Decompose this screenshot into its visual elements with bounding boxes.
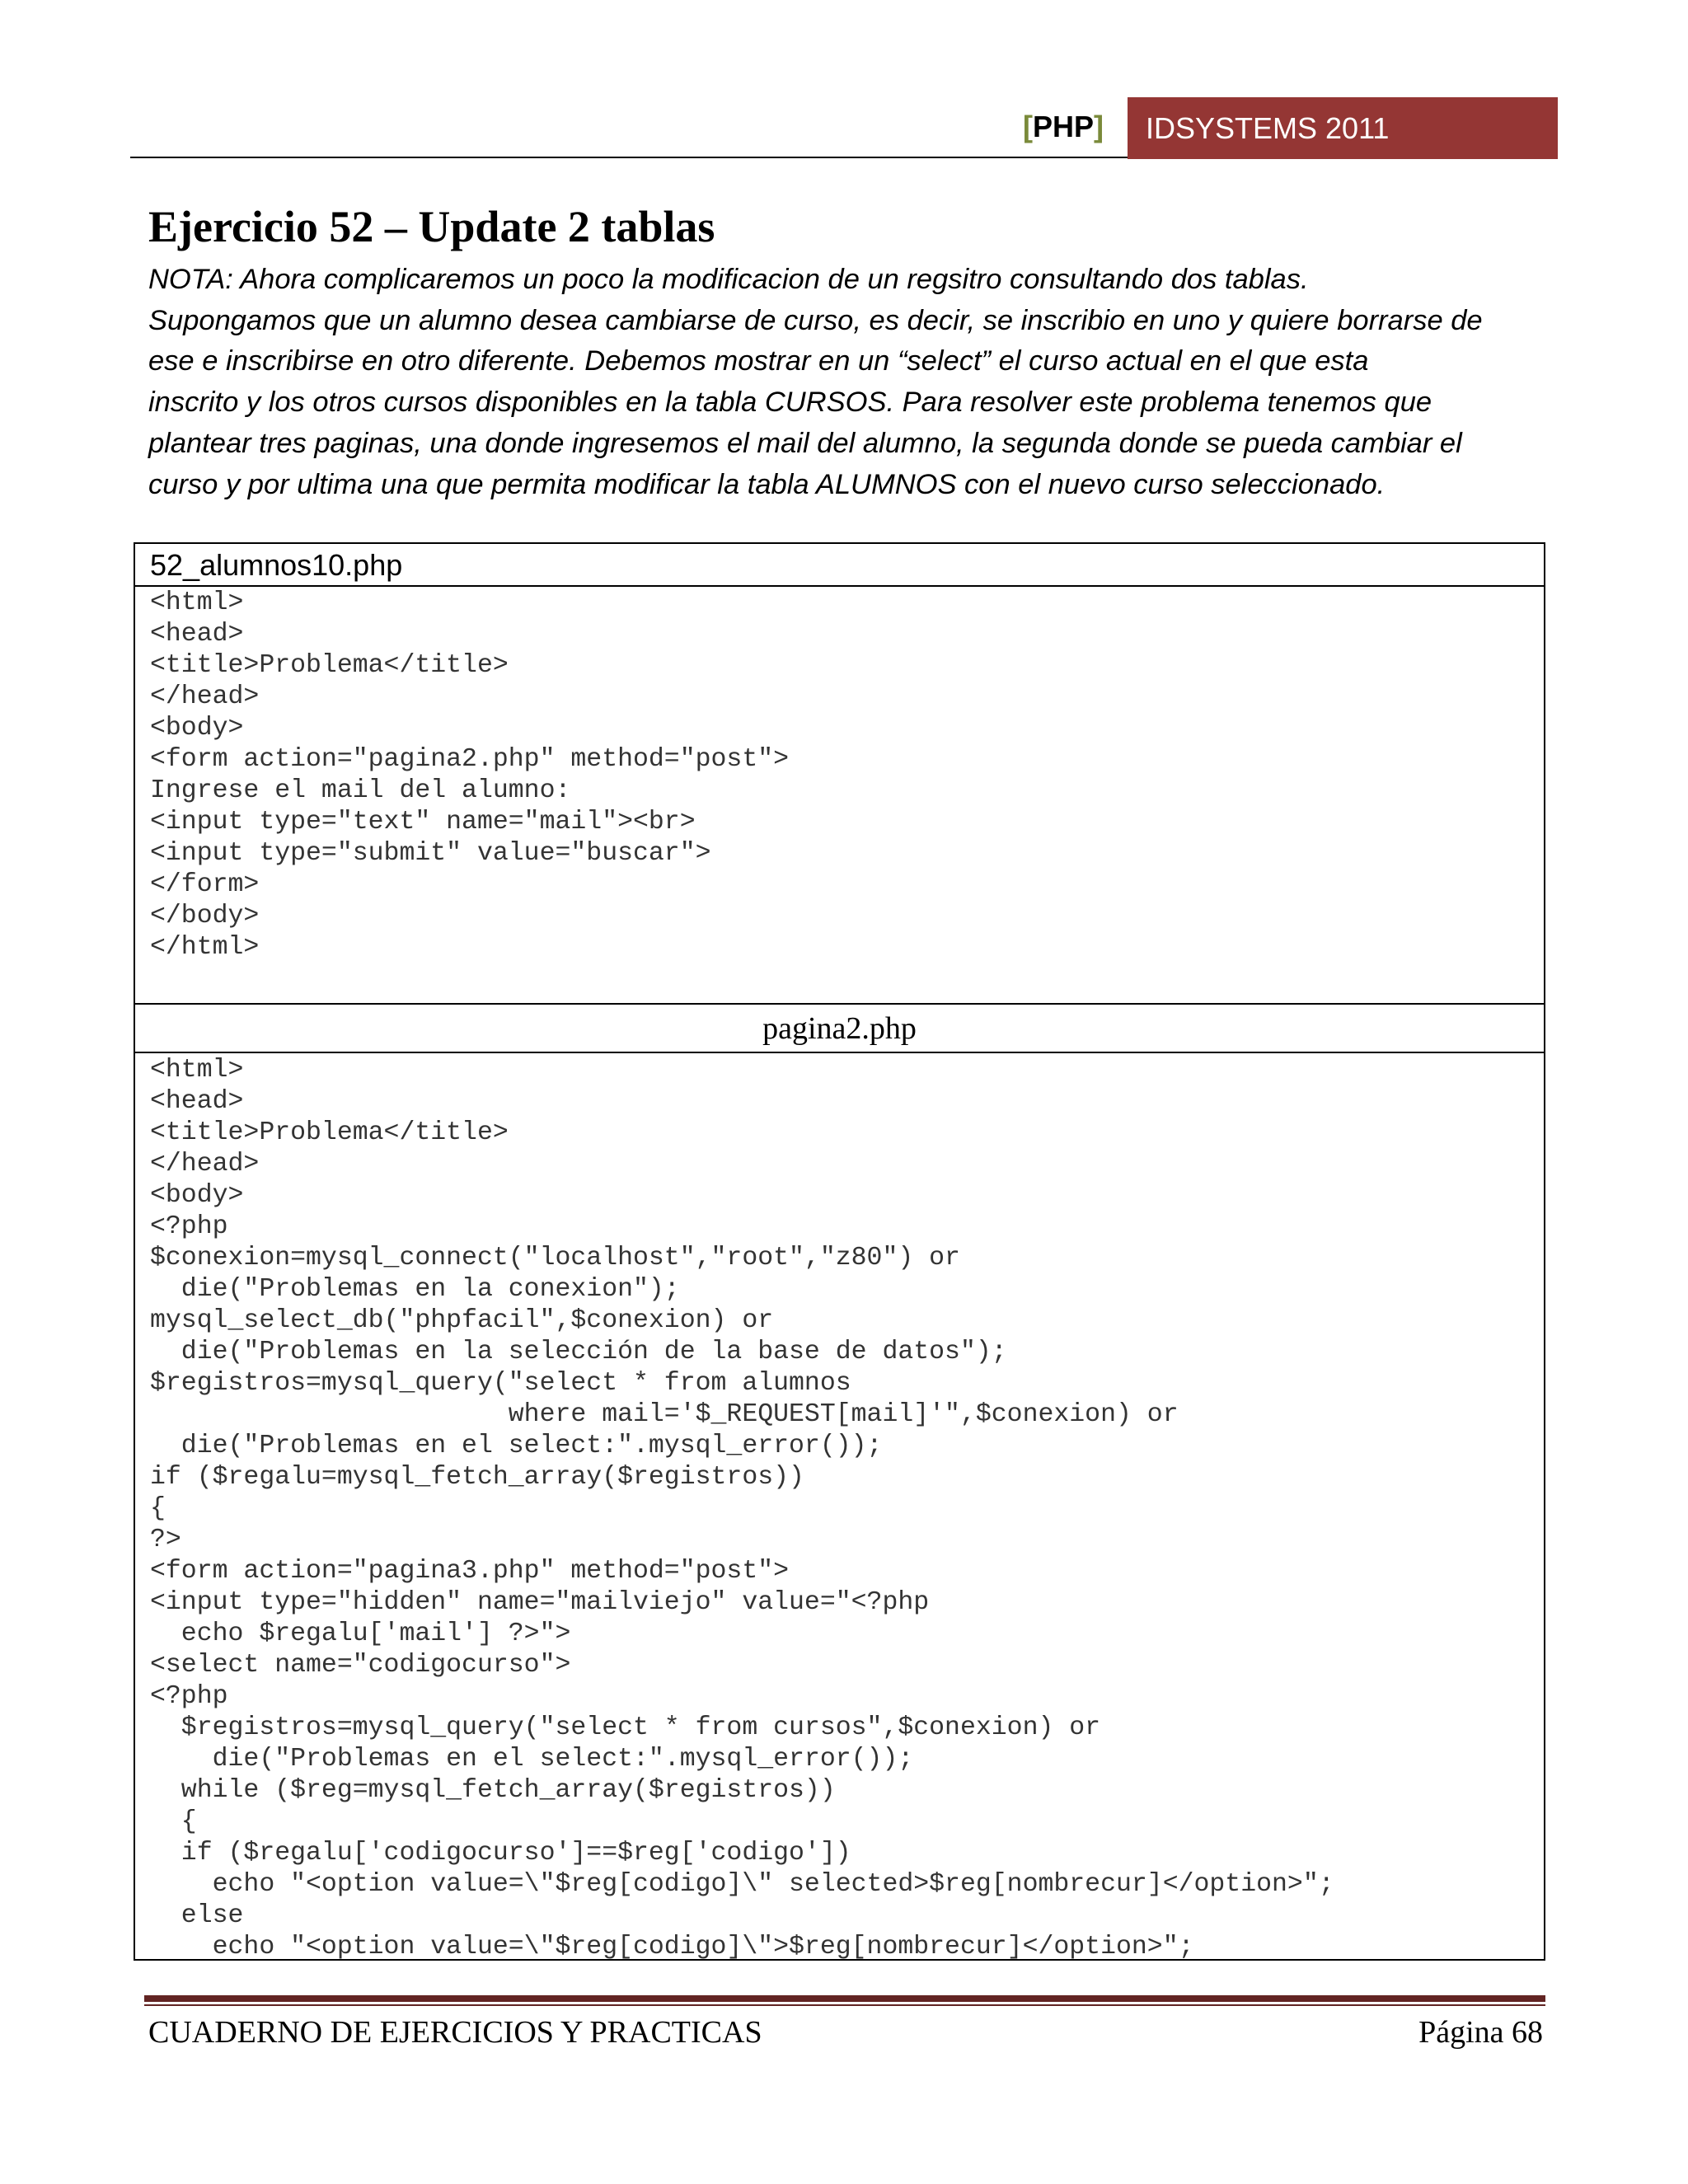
code-line: if ($regalu=mysql_fetch_array($registros)) xyxy=(150,1463,804,1492)
code-line: <html> xyxy=(150,588,244,617)
note-line: plantear tres paginas, una donde ingresemos el mail del alumno, la segunda donde se pueda cambiar el xyxy=(148,427,1462,459)
note-line: curso y por ultima una que permita modificar la tabla ALUMNOS con el nuevo curso seleccionado. xyxy=(148,468,1386,500)
code-line: <html> xyxy=(150,1056,244,1085)
header-title-box xyxy=(1128,97,1558,159)
header-tag xyxy=(907,97,1118,157)
code-line: die("Problemas en el select:".mysql_error()); xyxy=(150,1432,883,1460)
code-line: echo "<option value=\"$reg[codigo]\">$reg[nombrecur]</option>"; xyxy=(150,1933,1194,1961)
file-name-header: pagina2.php xyxy=(135,1003,1544,1053)
footer-rule-thin xyxy=(144,2004,1545,2006)
footer-page-number: Página 68 xyxy=(1418,2015,1543,2050)
code-line: die("Problemas en el select:".mysql_error()); xyxy=(150,1745,914,1774)
footer-rule-thick xyxy=(144,1995,1545,2002)
code-line: <head> xyxy=(150,1087,244,1116)
code-line: <head> xyxy=(150,620,244,649)
code-line: <?php xyxy=(150,1212,228,1241)
code-line: { xyxy=(150,1807,197,1836)
code-line: <input type="text" name="mail"><br> xyxy=(150,808,696,837)
note-line: Supongamos que un alumno desea cambiarse de curso, es decir, se inscribio en uno y quiere borrarse de xyxy=(148,304,1483,336)
code-line: echo "<option value=\"$reg[codigo]\" selected>$reg[nombrecur]</option>"; xyxy=(150,1870,1334,1899)
code-line: <input type="hidden" name="mailviejo" value="<?php xyxy=(150,1588,930,1617)
header-bracket-open: [ xyxy=(1022,110,1033,143)
header-bracket-close: ] xyxy=(1094,110,1104,143)
code-line: <body> xyxy=(150,1181,244,1210)
header-rule xyxy=(130,157,1128,158)
code-line: <select name="codigocurso"> xyxy=(150,1651,571,1680)
code-line: <form action="pagina3.php" method="post"> xyxy=(150,1557,790,1586)
code-line: where mail='$_REQUEST[mail]'",$conexion) or xyxy=(150,1400,1179,1429)
code-line: </html> xyxy=(150,933,260,962)
header-tag-text: PHP xyxy=(1032,110,1094,143)
code-line: <title>Problema</title> xyxy=(150,651,509,680)
code-block xyxy=(150,588,789,963)
footer-book-title: CUADERNO DE EJERCICIOS Y PRACTICAS xyxy=(148,2015,762,2050)
code-line: mysql_select_db("phpfacil",$conexion) or xyxy=(150,1306,774,1335)
code-line: </form> xyxy=(150,870,260,899)
code-line: <form action="pagina2.php" method="post"> xyxy=(150,745,790,774)
code-line: <body> xyxy=(150,714,244,743)
code-line: die("Problemas en la selección de la base de datos"); xyxy=(150,1338,1007,1366)
code-table xyxy=(134,542,1545,1961)
code-line: </head> xyxy=(150,1150,260,1179)
code-line: <title>Problema</title> xyxy=(150,1118,509,1147)
code-line: if ($regalu['codigocurso']==$reg['codigo']) xyxy=(150,1839,851,1868)
note-paragraph xyxy=(148,260,1550,505)
code-line: die("Problemas en la conexion"); xyxy=(150,1275,680,1304)
code-line: echo $regalu['mail'] ?>"> xyxy=(150,1619,571,1648)
code-line: $conexion=mysql_connect("localhost","root","z80") or xyxy=(150,1244,960,1272)
code-line: ?> xyxy=(150,1526,181,1554)
note-line: ese e inscribirse en otro diferente. Debemos mostrar en un “select” el curso actual en el que esta xyxy=(148,345,1369,377)
header-title-text: IDSYSTEMS 2011 xyxy=(1146,110,1390,145)
code-line: { xyxy=(150,1494,166,1523)
note-line: inscrito y los otros cursos disponibles en la tabla CURSOS. Para resolver este problema tenemos que xyxy=(148,387,1432,419)
exercise-title: Ejercicio 52 – Update 2 tablas xyxy=(148,202,715,251)
code-line: $registros=mysql_query("select * from alumnos xyxy=(150,1369,851,1398)
note-line: NOTA: Ahora complicaremos un poco la modificacion de un regsitro consultando dos tablas. xyxy=(148,264,1309,295)
code-line: <?php xyxy=(150,1682,228,1711)
code-line: </head> xyxy=(150,682,260,711)
code-line: $registros=mysql_query("select * from cursos",$conexion) or xyxy=(150,1713,1101,1742)
code-line: </body> xyxy=(150,902,260,930)
code-line: else xyxy=(150,1901,244,1930)
code-block xyxy=(150,1055,1334,1963)
code-line: <input type="submit" value="buscar"> xyxy=(150,839,711,868)
file-name-header: 52_alumnos10.php xyxy=(135,544,1544,587)
code-line: while ($reg=mysql_fetch_array($registros)) xyxy=(150,1776,836,1805)
code-line: Ingrese el mail del alumno: xyxy=(150,776,571,805)
